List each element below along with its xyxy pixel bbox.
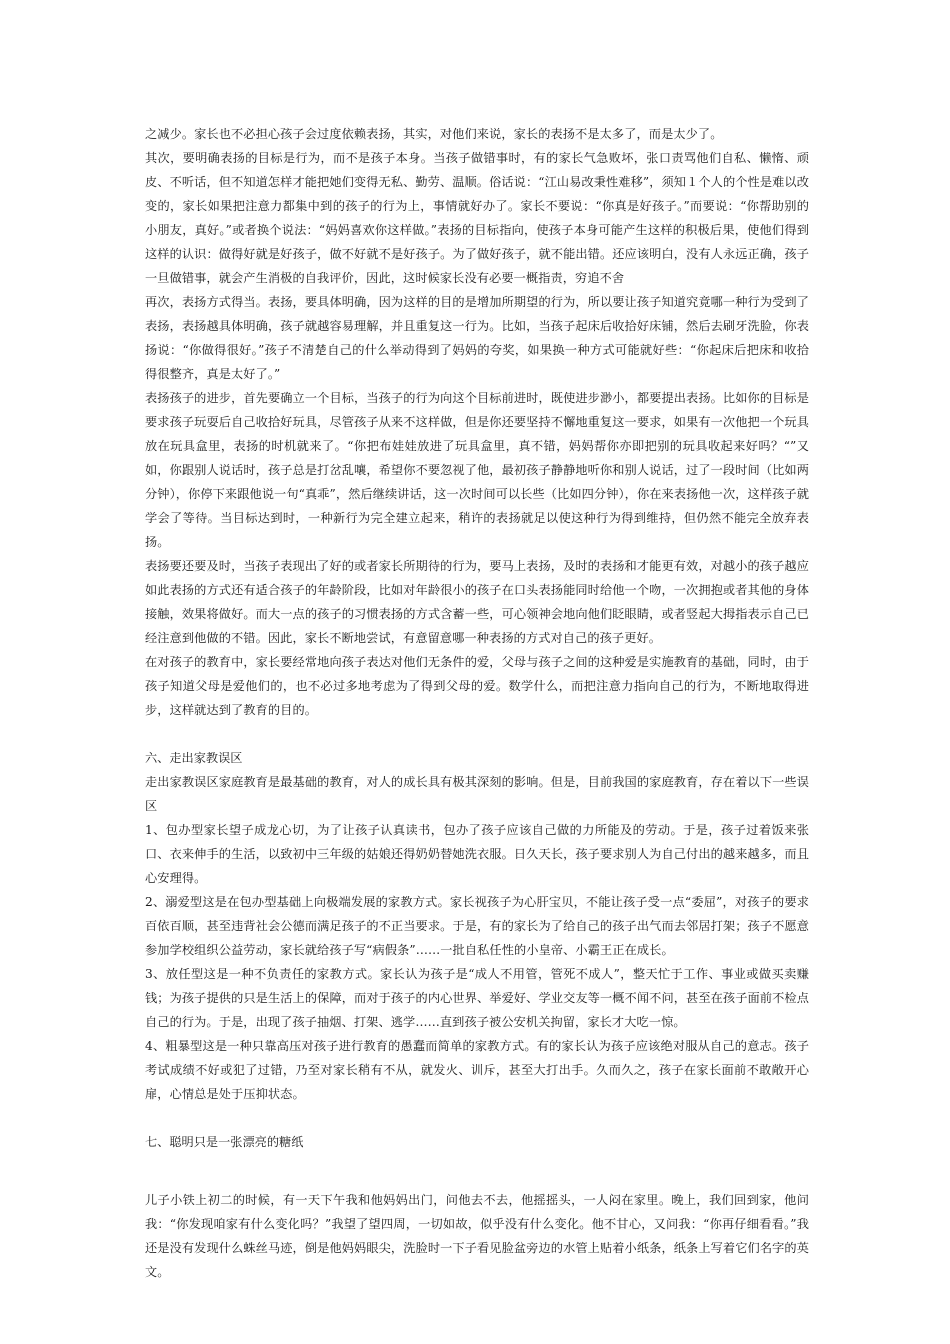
list-item-six-2: 2、溺爱型这是在包办型基础上向极端发展的家教方式。家长视孩子为心肝宝贝，不能让孩子受一点“委屈”，对孩子的要求百依百顺，甚至违背社会公德而满足孩子的不正当要求。于是，有的家长为了给自己的孩子出气而去邻居打架；孩子不愿意参加学校组织公益劳动，家长就给孩子写“病假条”……一批自私任性的小皇帝、小霸王正在成长。 [145,895,809,957]
list-item-six-1: 1、包办型家长望子成龙心切，为了让孩子认真读书，包办了孩子应该自己做的力所能及的劳动。于是，孩子过着饭来张口、衣来伸手的生活，以致初中三年级的姑娘还得奶奶替她洗衣服。日久天长，孩子要求别人为自己付出的越来越多，而且心安理得。 [145,823,809,885]
list-item-six-3: 3、放任型这是一种不负责任的家教方式。家长认为孩子是“成人不用管，管死不成人”，整天忙于工作、事业或做买卖赚钱；为孩子提供的只是生活上的保障，而对于孩子的内心世界、举爱好、学业交友等一概不闻不问，甚至在孩子面前不检点自己的行为。于是，出现了孩子抽烟、打架、逃学……直到孩子被公安机关拘留，家长才大吃一惊。 [145,967,809,1029]
section-spacer [145,1154,809,1188]
document-page [145,122,809,1284]
paragraph-praise-4: 表扬孩子的进步，首先要确立一个目标，当孩子的行为向这个目标前进时，既使进步渺小，都要提出表扬。比如你的目标是要求孩子玩耍后自己收拾好玩具，尽管孩子从来不这样做，但是你还要坚持不懈地重复这一要求，如果有一次他把一个玩具放在玩具盒里，表扬的时机就来了。“你把布娃娃放进了玩具盒里，真不错，妈妈帮你亦即把别的玩具收起来好吗？“”又如，你跟别人说话时，孩子总是打岔乱嚷，希望你不要忽视了他，最初孩子静静地听你和别人说话，过了一段时间（比如两分钟），你停下来跟他说一句“真乖”，然后继续讲话，这一次时间可以长些（比如四分钟），你在来表扬他一次，这样孩子就学会了等待。当目标达到时，一种新行为完全建立起来，稍许的表扬就足以使这种行为得到维持，但仍然不能完全放弃表扬。 [145,391,809,549]
paragraph-six-intro: 走出家教误区家庭教育是最基础的教育，对人的成长具有极其深刻的影响。但是，目前我国的家庭教育，存在着以下一些误区 [145,775,809,813]
paragraph-seven-1: 儿子小铁上初二的时候，有一天下午我和他妈妈出门，问他去不去，他摇摇头，一人闷在家里。晚上，我们回到家，他问我：“你发现咱家有什么变化吗？”我望了望四周，一切如故，似乎没有什么变化。他不甘心，又问我：“你再仔细看看。”我还是没有发现什么蛛丝马迹，倒是他妈妈眼尖，洗脸时一下子看见脸盆旁边的水管上贴着小纸条，纸条上写着它们名字的英文。 [145,1193,809,1279]
list-item-six-4: 4、粗暴型这是一种只靠高压对孩子进行教育的愚蠢而简单的家教方式。有的家长认为孩子应该绝对服从自己的意志。孩子考试成绩不好或犯了过错，乃至对家长稍有不从，就发火、训斥，甚至大打出手。久而久之，孩子在家长面前不敢敞开心扉，心情总是处于压抑状态。 [145,1039,809,1101]
paragraph-praise-6: 在对孩子的教育中，家长要经常地向孩子表达对他们无条件的爱，父母与孩子之间的这种爱是实施教育的基础，同时，由于孩子知道父母是爱他们的，也不必过多地考虑为了得到父母的爱。数学什么，而把注意力指向自己的行为，不断地取得进步，这样就达到了教育的目的。 [145,655,809,717]
section-heading-seven: 七、聪明只是一张漂亮的糖纸 [145,1135,304,1149]
paragraph-praise-2: 其次，要明确表扬的目标是行为，而不是孩子本身。当孩子做错事时，有的家长气急败坏，张口责骂他们自私、懒惰、顽皮、不听话，但不知道怎样才能把她们变得无私、勤劳、温顺。俗话说：“江山易改秉性难移”，须知１个人的个性是难以改变的，家长如果把注意力都集中到的孩子的行为上，事情就好办了。家长不要说：“你真是好孩子。”而要说：“你帮助别的小朋友，真好。”或者换个说法：“妈妈喜欢你这样做。”表扬的目标指向，使孩子本身可能产生这样的积极后果，使他们得到这样的认识：做得好就是好孩子，做不好就不是好孩子。为了做好孩子，就不能出错。还应该明白，没有人永远正确，孩子一旦做错事，就会产生消极的自我评价，因此，这时候家长没有必要一概指责，穷追不舍 [145,151,809,285]
section-heading-six: 六、走出家教误区 [145,751,243,765]
paragraph-praise-5: 表扬要还要及时，当孩子表现出了好的或者家长所期待的行为，要马上表扬，及时的表扬和才能更有效，对越小的孩子越应如此表扬的方式还有适合孩子的年龄阶段，比如对年龄很小的孩子在口头表扬能同时给他一个吻，一次拥抱或者其他的身体接触，效果将做好。而大一点的孩子的习惯表扬的方式含蓄一些，可心领神会地向他们眨眼睛，或者竖起大拇指表示自己已经注意到他做的不错。因此，家长不断地尝试，有意留意哪一种表扬的方式对自己的孩子更好。 [145,559,809,645]
section-spacer [145,1106,809,1130]
paragraph-praise-3: 再次，表扬方式得当。表扬，要具体明确，因为这样的目的是增加所期望的行为，所以要让孩子知道究竟哪一种行为受到了表扬，表扬越具体明确，孩子就越容易理解，并且重复这一行为。比如，当孩子起床后收拾好床铺，然后去刷牙洗脸，你表扬说：“你做得很好。”孩子不清楚自己的什么举动得到了妈妈的夸奖，如果换一种方式可能就好些：“你起床后把床和收拾得很整齐，真是太好了。” [145,295,809,381]
paragraph-praise-1: 之减少。家长也不必担心孩子会过度依赖表扬，其实，对他们来说，家长的表扬不是太多了，而是太少了。 [145,127,723,141]
section-spacer [145,722,809,746]
